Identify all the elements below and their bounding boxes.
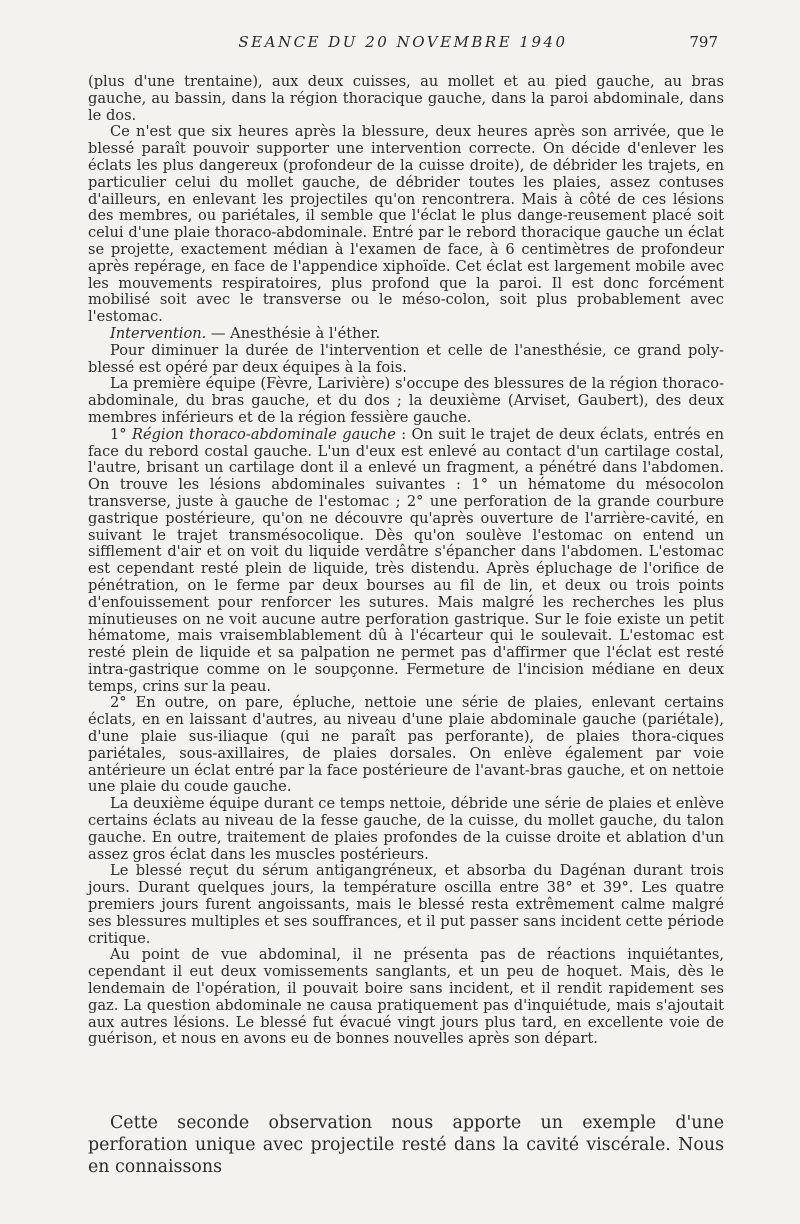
- paragraph: Au point de vue abdominal, il ne présenta pas de réactions inquiétantes, cependant il eut deux vomissements sanglants, et un peu de hoquet. Mais, dès le lendemain de l'opération, il pouvait boire sans incident, et il rendit rapidement ses gaz. La question abdominale ne causa pratiquement pas d'inquiétude, mais s'ajoutait aux autres lésions. Le blessé fut évacué vingt jours plus tard, en excellente voie de guérison, et nous en avons eu de bonnes nouvelles après son départ.: [88, 946, 724, 1048]
- italic-lead: Intervention.: [110, 324, 207, 342]
- paragraph: Le blessé reçut du sérum antigangréneux, et absorba du Dagénan durant trois jours. Durant quelques jours, la température oscilla entre 38° et 39°. Les quatre premiers jours furent angoissants, mais le blessé resta extrêmement calme malgré ses blessures multiples et ses souffrances, et il put passer sans incident cette période critique.: [88, 862, 724, 947]
- paragraph: (plus d'une trentaine), aux deux cuisses, au mollet et au pied gauche, au bras gauche, au bassin, dans la région thoracique gauche, dans la paroi abdominale, dans le dos.: [88, 73, 724, 124]
- paragraph: Ce n'est que six heures après la blessure, deux heures après son arrivée, que le blessé paraît pouvoir supporter une intervention correcte. On décide d'enlever les éclats les plus dangereux (profondeur de la cuisse droite), de débrider les trajets, en particulier celui du mollet gauche, de débrider toutes les plaies, assez contuses d'ailleurs, en enlevant les projectiles qu'on rencontrera. Mais à côté de ces lésions des membres, ou pariétales, il semble que l'éclat le plus dange-reusement placé soit celui d'une plaie thoraco-abdominale. Entré par le rebord thoracique gauche un éclat se projette, exactement médian à l'examen de face, à 6 centimètres de profondeur après repérage, en face de l'appendice xiphoïde. Cet éclat est largement mobile avec les mouvements respiratoires, plus profond que la paroi. Il est donc forcément mobilisé soit avec le transverse ou le méso-colon, soit plus probablement avec l'estomac.: [88, 123, 724, 326]
- paragraph: Pour diminuer la durée de l'intervention et celle de l'anesthésie, ce grand poly-blessé est opéré par deux équipes à la fois.: [88, 341, 724, 376]
- italic-lead: Région thoraco-abdominale gauche: [131, 425, 396, 443]
- paragraph: La première équipe (Fèvre, Larivière) s'occupe des blessures de la région thoraco-abdominale, du bras gauche, et du dos ; la deuxième (Arviset, Gaubert), des deux membres inférieurs et de la région fessière gauche.: [88, 375, 724, 426]
- paragraph: Intervention. — Anesthésie à l'éther.: [110, 324, 381, 342]
- body-text: [88, 74, 724, 1048]
- running-head: SEANCE DU 20 NOVEMBRE 1940: [238, 33, 568, 51]
- paragraph: La deuxième équipe durant ce temps nettoie, débride une série de plaies et enlève certains éclats au niveau de la fesse gauche, de la cuisse, du mollet gauche, du talon gauche. En outre, traitement de plaies profondes de la cuisse droite et ablation d'un assez gros éclat dans les muscles postérieurs.: [88, 795, 724, 863]
- paragraph: 1° Région thoraco-abdominale gauche : On suit le trajet de deux éclats, entrés en face du rebord costal gauche. L'un d'eux est enlevé au contact d'un cartilage costal, l'autre, brisant un cartilage dont il a enlevé un fragment, a pénétré dans l'abdomen. On trouve les lésions abdominales suivantes : 1° un hématome du mésocolon transverse, juste à gauche de l'estomac ; 2° une perforation de la grande courbure gastrique postérieure, qu'on ne découvre qu'après ouverture de l'arrière-cavité, en suivant le trajet transmésocolique. Dès qu'on soulève l'estomac on entend un sifflement d'air et on voit du liquide verdâtre s'épancher dans l'abdomen. L'estomac est cependant resté plein de liquide, très distendu. Après épluchage de l'orifice de pénétration, on le ferme par deux bourses au fil de lin, et deux ou trois points d'enfouissement pour renforcer les sutures. Mais malgré les recherches les plus minutieuses on ne voit aucune autre perforation gastrique. Sur le foie existe un petit hématome, mais vraisemblablement dû à l'écarteur qui le soulevait. L'estomac est resté plein de liquide et sa palpation ne permet pas d'affirmer que l'éclat est resté intra-gastrique comme on le soupçonne. Fermeture de l'incision médiane en deux temps, crins sur la peau.: [88, 425, 724, 695]
- page-number: 797: [689, 33, 718, 51]
- page-header: [88, 33, 718, 55]
- paragraph: 2° En outre, on pare, épluche, nettoie une série de plaies, enlevant certains éclats, en en laissant d'autres, au niveau d'une plaie abdominale gauche (pariétale), d'une plaie sus-iliaque (qui ne paraît pas perforante), de plaies thora-ciques pariétales, sous-axillaires, de plaies dorsales. On enlève également par voie antérieure un éclat entré par la face postérieure de l'avant-bras gauche, et on nettoie une plaie du coude gauche.: [88, 694, 724, 796]
- closing-paragraph: Cette seconde observation nous apporte un exemple d'une perforation unique avec projectile resté dans la cavité viscérale. Nous en connaissons: [88, 1113, 724, 1177]
